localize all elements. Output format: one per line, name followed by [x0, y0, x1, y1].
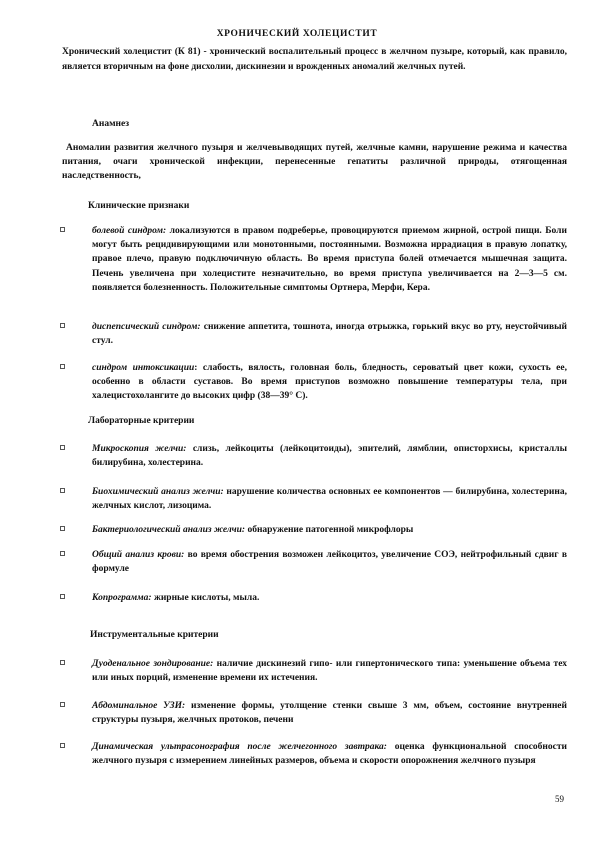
item-label: Бактериологический анализ желчи: [92, 525, 246, 535]
list-item [60, 320, 567, 348]
bullet-square-icon [60, 227, 65, 232]
bullet-square-icon [60, 445, 65, 450]
item-body: оценка функциональной способности желчного пузыря с измерением линейных размеров, объема и скорости опорожнения желчного пузыря [92, 742, 567, 767]
bullet-square-icon [60, 551, 65, 556]
instrumental-heading: Инструментальные критерии [90, 630, 219, 640]
list-item-text [92, 591, 567, 605]
lab-heading: Лабораторные критерии [88, 416, 195, 426]
clinical-heading: Клинические признаки [88, 201, 190, 211]
item-label: Общий анализ крови: [92, 550, 185, 560]
list-item [60, 699, 567, 727]
bullet-square-icon [60, 364, 65, 369]
list-item-text [92, 523, 567, 537]
list-item-text [92, 224, 567, 295]
list-item-text [92, 699, 567, 727]
bullet-square-icon [60, 660, 65, 665]
bullet-square-icon [60, 594, 65, 599]
item-body: слизь, лейкоциты (лейкоцитоиды), эпителий, лямблии, описторхисы, кристаллы билирубина, холестерина. [92, 444, 567, 469]
list-item [60, 224, 567, 295]
list-item-text [92, 548, 567, 576]
page-number: 59 [555, 794, 564, 804]
list-item [60, 361, 567, 404]
list-item-text [92, 485, 567, 513]
item-label: Динамическая ультрасонография после желчегонного завтрака: [92, 742, 387, 752]
item-body: во время обострения возможен лейкоцитоз, увеличение СОЭ, нейтрофильный сдвиг в формуле [92, 550, 568, 575]
list-item-text [92, 657, 567, 685]
item-body: локализуются в правом подреберье, провоцируются приемом жирной, острой пищи. Боли могут быть рецидивирующими или монотонными, постоянными. Возможна иррадиация в правую лопатку, правое плечо, правую подключичную область. Во время приступа болей отмечается мышечная защита. Печень увеличена при холецистите незначительно, во время приступа увеличивается на 2—3—5 см. появляется болезненность. Положительные симптомы Ортнера, Мерфи, Кера. [92, 226, 567, 293]
list-item-text [92, 361, 567, 404]
item-body: нарушение количества основных ее компонентов — билирубина, холестерина, желчных кислот, лизоцима. [92, 487, 567, 512]
item-body: снижение аппетита, тошнота, иногда отрыжка, горький вкус во рту, неустойчивый стул. [92, 322, 567, 347]
list-item [60, 548, 567, 576]
item-label: болевой синдром: [92, 226, 167, 236]
page-title: ХРОНИЧЕСКИЙ ХОЛЕЦИСТИТ [216, 29, 378, 39]
list-item-text [92, 442, 567, 470]
item-label: Микроскопия желчи: [92, 444, 187, 454]
item-label: Копрограмма: [92, 593, 152, 603]
bullet-square-icon [60, 743, 65, 748]
item-label: Дуоденальное зондирование: [92, 659, 214, 669]
list-item-text [92, 740, 567, 768]
bullet-square-icon [60, 702, 65, 707]
item-body: жирные кислоты, мыла. [151, 593, 260, 603]
list-item [60, 523, 567, 537]
bullet-square-icon [60, 488, 65, 493]
anamnesis-text: Аномалии развития желчного пузыря и желчевыводящих путей, желчные камни, нарушение режима и качества питания, очаги хронической инфекции, перенесенные гепатиты различной природы, отягощенная наследственность, [62, 143, 567, 182]
item-label: Абдоминальное УЗИ: [92, 701, 186, 711]
list-item [60, 591, 567, 605]
item-label: диспепсический синдром: [92, 322, 201, 332]
item-body: наличие дискинезий гипо- или гипертонического типа: уменьшение объема тех или иных порций, изменение времени их истечения. [92, 659, 567, 684]
bullet-square-icon [60, 323, 65, 328]
bullet-square-icon [60, 526, 65, 531]
list-item [60, 740, 567, 768]
item-label: синдром интоксикации [92, 363, 195, 373]
item-body: изменение формы, утолщение стенки свыше 3 мм, объем, состояние внутренней структуры пузыря, желчных протоков, печени [92, 701, 567, 726]
item-body: обнаружение патогенной микрофлоры [245, 525, 414, 535]
intro-paragraph: Хронический холецистит (К 81) - хронический воспалительный процесс в желчном пузыре, который, как правило, является вторичным на фоне дисхолии, дискинезии и врожденных аномалий желчных путей. [62, 47, 567, 72]
list-item-text [92, 320, 567, 348]
list-item [60, 442, 567, 470]
item-label: Биохимический анализ желчи: [92, 487, 224, 497]
anamnesis-heading: Анамнез [92, 119, 130, 129]
list-item [60, 485, 567, 513]
list-item [60, 657, 567, 685]
item-body: : слабость, вялость, головная боль, бледность, сероватый цвет кожи, сухость ее, особенно в области суставов. Во время приступов возможно повышение температуры тела, при халецистохолангите до высоких цифр (38—39° С). [92, 363, 567, 402]
